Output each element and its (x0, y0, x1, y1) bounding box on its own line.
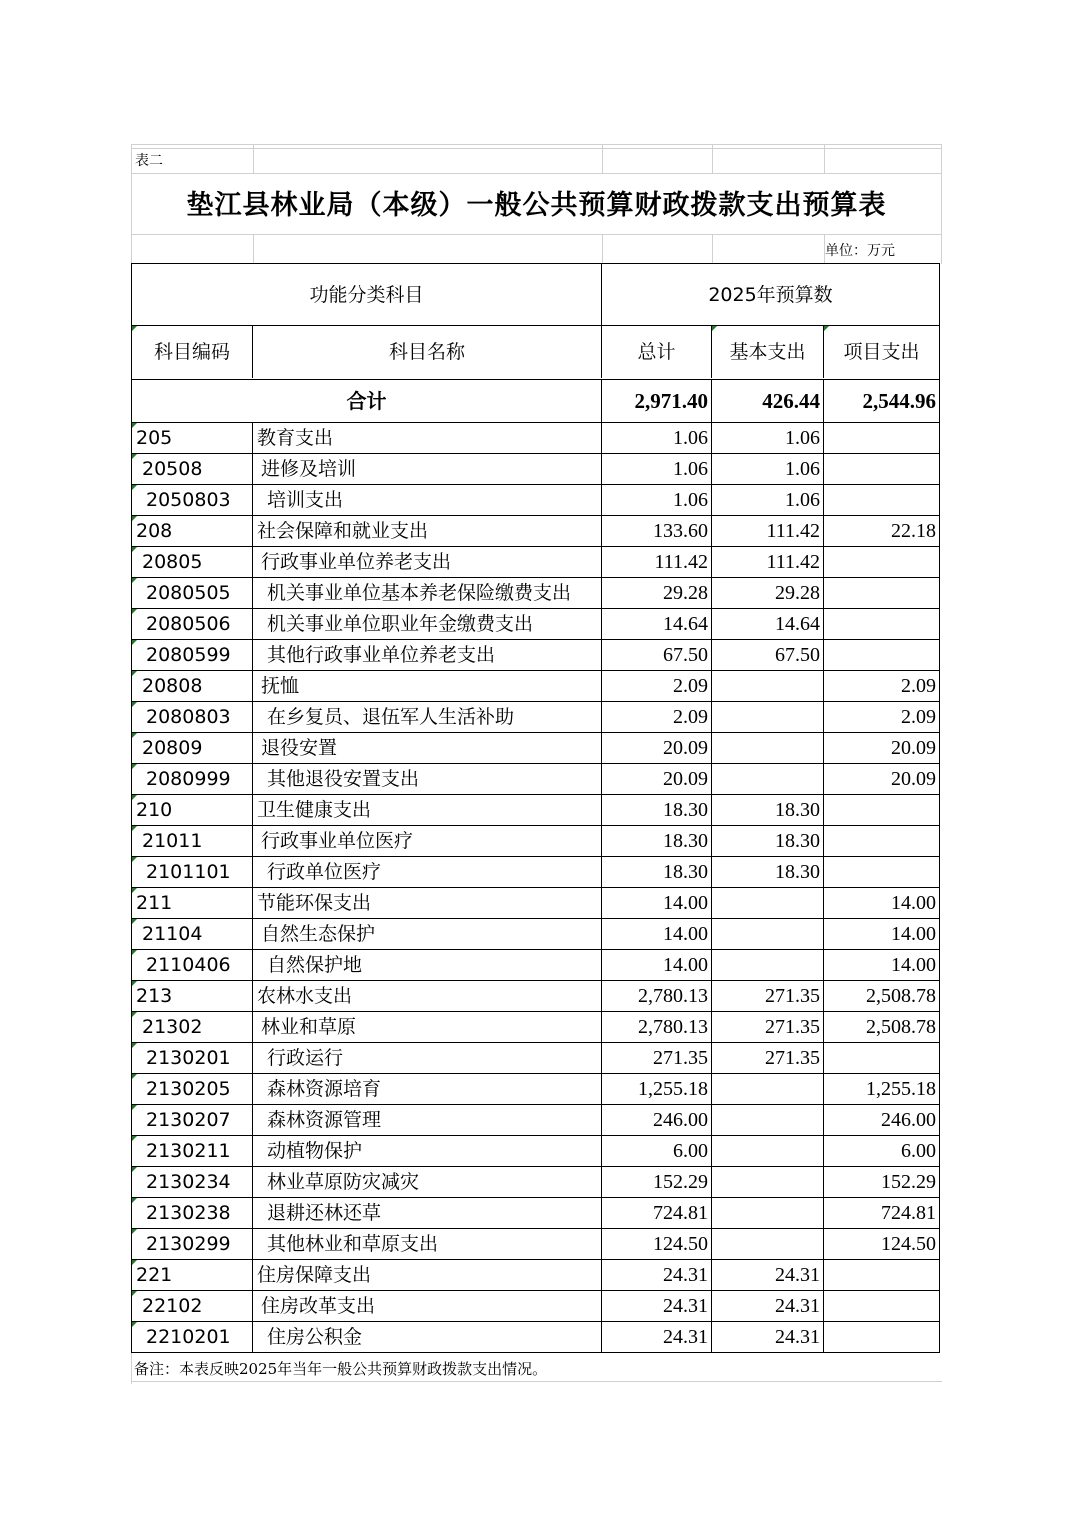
row-project (824, 423, 940, 454)
row-basic: 1.06 (712, 454, 824, 485)
row-name: 自然保护地 (253, 950, 602, 981)
row-project (824, 1322, 940, 1353)
row-name: 自然生态保护 (253, 919, 602, 950)
row-project (824, 1291, 940, 1322)
row-project (824, 609, 940, 640)
table-row (131, 1105, 942, 1136)
grid-bottom (131, 1381, 942, 1382)
row-total: 1.06 (602, 423, 712, 454)
row-project: 152.29 (824, 1167, 940, 1198)
table-body (131, 423, 942, 1353)
row-code: 20805 (131, 547, 253, 578)
row-name: 其他林业和草原支出 (253, 1229, 602, 1260)
table-row (131, 950, 942, 981)
row-name: 农林水支出 (253, 981, 602, 1012)
table-row (131, 454, 942, 485)
grid-col-2b (602, 234, 603, 263)
row-basic (712, 919, 824, 950)
header-name: 科目名称 (253, 326, 602, 378)
row-basic: 18.30 (712, 826, 824, 857)
row-code: 21011 (131, 826, 253, 857)
row-name: 机关事业单位基本养老保险缴费支出 (253, 578, 602, 609)
row-basic: 67.50 (712, 640, 824, 671)
row-project (824, 826, 940, 857)
row-basic: 24.31 (712, 1322, 824, 1353)
table-row (131, 1322, 942, 1353)
table-row (131, 516, 942, 547)
table-row (131, 485, 942, 516)
row-code: 211 (131, 888, 253, 919)
row-code: 205 (131, 423, 253, 454)
table-row (131, 857, 942, 888)
table-row (131, 1229, 942, 1260)
row-project (824, 454, 940, 485)
table-row (131, 795, 942, 826)
row-total: 20.09 (602, 733, 712, 764)
summary-row (131, 380, 940, 423)
header-total: 总计 (602, 326, 712, 378)
row-code: 2050803 (131, 485, 253, 516)
table-row (131, 1012, 942, 1043)
row-name: 住房改革支出 (253, 1291, 602, 1322)
row-project: 2.09 (824, 702, 940, 733)
row-total: 111.42 (602, 547, 712, 578)
row-project (824, 640, 940, 671)
row-code: 2110406 (131, 950, 253, 981)
row-total: 1.06 (602, 454, 712, 485)
row-project: 2,508.78 (824, 981, 940, 1012)
row-basic (712, 671, 824, 702)
row-basic: 14.64 (712, 609, 824, 640)
table-row (131, 1167, 942, 1198)
row-total: 152.29 (602, 1167, 712, 1198)
grid-line-r1 (131, 173, 942, 174)
row-name: 其他行政事业单位养老支出 (253, 640, 602, 671)
row-project: 246.00 (824, 1105, 940, 1136)
row-total: 14.00 (602, 888, 712, 919)
row-total: 271.35 (602, 1043, 712, 1074)
row-basic: 24.31 (712, 1260, 824, 1291)
row-name: 卫生健康支出 (253, 795, 602, 826)
row-total: 6.00 (602, 1136, 712, 1167)
table-row (131, 826, 942, 857)
row-name: 林业草原防灾减灾 (253, 1167, 602, 1198)
row-basic: 18.30 (712, 857, 824, 888)
header-code: 科目编码 (132, 326, 253, 378)
row-name: 社会保障和就业支出 (253, 516, 602, 547)
row-project (824, 578, 940, 609)
row-code: 2101101 (131, 857, 253, 888)
row-code: 22102 (131, 1291, 253, 1322)
row-code: 2130211 (131, 1136, 253, 1167)
row-project: 14.00 (824, 950, 940, 981)
row-basic (712, 950, 824, 981)
row-code: 208 (131, 516, 253, 547)
grid-col-1b (253, 234, 254, 263)
table-row (131, 919, 942, 950)
row-project: 724.81 (824, 1198, 940, 1229)
row-code: 221 (131, 1260, 253, 1291)
table-row (131, 640, 942, 671)
page-title: 垫江县林业局（本级）一般公共预算财政拨款支出预算表 (186, 190, 887, 221)
row-basic (712, 1105, 824, 1136)
table-row (131, 981, 942, 1012)
row-total: 18.30 (602, 857, 712, 888)
row-code: 2130205 (131, 1074, 253, 1105)
row-code: 2210201 (131, 1322, 253, 1353)
row-total: 20.09 (602, 764, 712, 795)
sheet-label: 表二 (135, 153, 163, 169)
header-func-category: 功能分类科目 (132, 264, 602, 326)
row-name: 节能环保支出 (253, 888, 602, 919)
row-total: 724.81 (602, 1198, 712, 1229)
table-row (131, 1198, 942, 1229)
row-basic: 1.06 (712, 423, 824, 454)
row-project: 14.00 (824, 919, 940, 950)
row-name: 住房公积金 (253, 1322, 602, 1353)
table-row (131, 1136, 942, 1167)
table-header (131, 263, 940, 380)
header-project: 项目支出 (824, 326, 939, 378)
table-row (131, 609, 942, 640)
row-basic: 18.30 (712, 795, 824, 826)
table-row (131, 578, 942, 609)
row-basic (712, 888, 824, 919)
table-row (131, 1260, 942, 1291)
row-total: 14.00 (602, 950, 712, 981)
row-total: 246.00 (602, 1105, 712, 1136)
row-total: 29.28 (602, 578, 712, 609)
grid-col-4a (824, 144, 825, 173)
row-basic (712, 764, 824, 795)
footnote: 备注：本表反映2025年当年一般公共预算财政拨款支出情况。 (134, 1360, 548, 1378)
row-name: 森林资源管理 (253, 1105, 602, 1136)
table-row (131, 888, 942, 919)
row-basic: 111.42 (712, 516, 824, 547)
row-project (824, 795, 940, 826)
row-name: 退耕还林还草 (253, 1198, 602, 1229)
row-total: 2,780.13 (602, 1012, 712, 1043)
row-name: 退役安置 (253, 733, 602, 764)
row-code: 20808 (131, 671, 253, 702)
row-name: 教育支出 (253, 423, 602, 454)
row-code: 2130299 (131, 1229, 253, 1260)
row-project: 124.50 (824, 1229, 940, 1260)
row-basic (712, 1198, 824, 1229)
row-code: 20809 (131, 733, 253, 764)
row-basic (712, 1229, 824, 1260)
row-project: 20.09 (824, 733, 940, 764)
row-basic: 29.28 (712, 578, 824, 609)
row-name: 行政事业单位养老支出 (253, 547, 602, 578)
row-name: 抚恤 (253, 671, 602, 702)
row-total: 24.31 (602, 1322, 712, 1353)
row-basic (712, 1167, 824, 1198)
row-name: 行政单位医疗 (253, 857, 602, 888)
row-name: 在乡复员、退伍军人生活补助 (253, 702, 602, 733)
row-project: 22.18 (824, 516, 940, 547)
table-row (131, 1043, 942, 1074)
row-code: 20508 (131, 454, 253, 485)
row-total: 67.50 (602, 640, 712, 671)
row-project (824, 547, 940, 578)
row-code: 21302 (131, 1012, 253, 1043)
row-project: 14.00 (824, 888, 940, 919)
row-project (824, 857, 940, 888)
row-basic: 271.35 (712, 981, 824, 1012)
table-row (131, 1074, 942, 1105)
summary-project: 2,544.96 (862, 389, 936, 413)
row-name: 林业和草原 (253, 1012, 602, 1043)
row-code: 2130234 (131, 1167, 253, 1198)
summary-total: 2,971.40 (602, 380, 712, 422)
row-total: 18.30 (602, 795, 712, 826)
row-project: 2,508.78 (824, 1012, 940, 1043)
table-row (131, 733, 942, 764)
row-basic: 271.35 (712, 1012, 824, 1043)
row-total: 18.30 (602, 826, 712, 857)
row-total: 24.31 (602, 1291, 712, 1322)
row-project: 2.09 (824, 671, 940, 702)
grid-col-2a (602, 144, 603, 173)
row-code: 2080599 (131, 640, 253, 671)
row-basic: 1.06 (712, 485, 824, 516)
grid-col-1a (253, 144, 254, 173)
table-row (131, 671, 942, 702)
summary-basic: 426.44 (712, 380, 824, 422)
row-project: 1,255.18 (824, 1074, 940, 1105)
row-project: 6.00 (824, 1136, 940, 1167)
table-row (131, 1291, 942, 1322)
row-basic: 271.35 (712, 1043, 824, 1074)
row-name: 动植物保护 (253, 1136, 602, 1167)
row-total: 1,255.18 (602, 1074, 712, 1105)
row-basic (712, 733, 824, 764)
row-code: 21104 (131, 919, 253, 950)
summary-label: 合计 (132, 380, 602, 422)
table-row (131, 764, 942, 795)
row-basic (712, 1136, 824, 1167)
table-row (131, 423, 942, 454)
row-total: 2.09 (602, 702, 712, 733)
row-total: 124.50 (602, 1229, 712, 1260)
row-basic: 111.42 (712, 547, 824, 578)
row-basic (712, 1074, 824, 1105)
row-total: 24.31 (602, 1260, 712, 1291)
row-project (824, 1043, 940, 1074)
row-total: 133.60 (602, 516, 712, 547)
row-name: 机关事业单位职业年金缴费支出 (253, 609, 602, 640)
row-name: 进修及培训 (253, 454, 602, 485)
row-code: 2130207 (131, 1105, 253, 1136)
row-total: 14.00 (602, 919, 712, 950)
row-project: 20.09 (824, 764, 940, 795)
grid-col-3a (712, 144, 713, 173)
row-name: 培训支出 (253, 485, 602, 516)
row-code: 210 (131, 795, 253, 826)
row-total: 1.06 (602, 485, 712, 516)
row-code: 2130201 (131, 1043, 253, 1074)
row-code: 2080999 (131, 764, 253, 795)
row-name: 其他退役安置支出 (253, 764, 602, 795)
row-name: 行政事业单位医疗 (253, 826, 602, 857)
row-code: 2130238 (131, 1198, 253, 1229)
row-code: 213 (131, 981, 253, 1012)
row-basic (712, 702, 824, 733)
unit-label: 单位：万元 (825, 243, 895, 259)
row-name: 森林资源培育 (253, 1074, 602, 1105)
row-total: 2.09 (602, 671, 712, 702)
row-code: 2080803 (131, 702, 253, 733)
header-basic: 基本支出 (712, 326, 824, 378)
grid-col-3b (712, 234, 713, 263)
row-name: 住房保障支出 (253, 1260, 602, 1291)
row-code: 2080505 (131, 578, 253, 609)
row-basic: 24.31 (712, 1291, 824, 1322)
row-name: 行政运行 (253, 1043, 602, 1074)
header-budget-2025: 2025年预算数 (602, 264, 939, 326)
table-row (131, 547, 942, 578)
row-code: 2080506 (131, 609, 253, 640)
row-total: 2,780.13 (602, 981, 712, 1012)
row-total: 14.64 (602, 609, 712, 640)
row-project (824, 485, 940, 516)
table-row (131, 702, 942, 733)
row-project (824, 1260, 940, 1291)
